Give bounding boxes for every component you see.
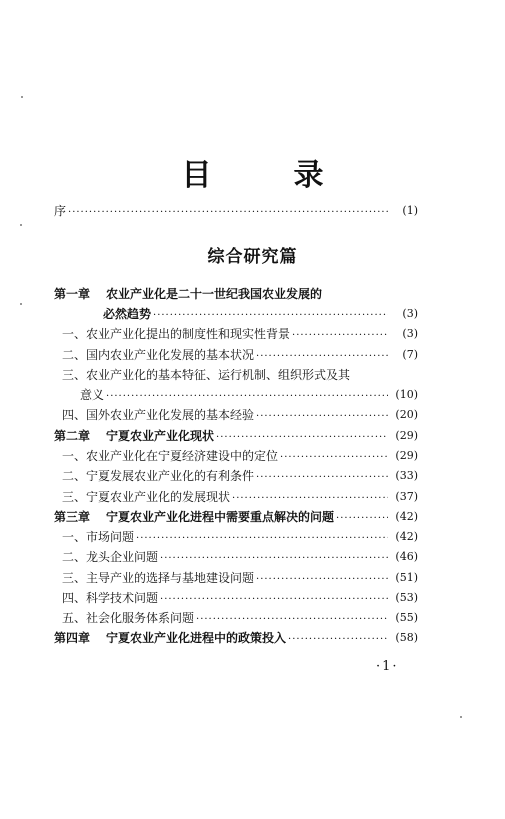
toc-chapter-2[interactable] xyxy=(54,427,418,445)
toc-entry-page: (10) xyxy=(395,388,418,401)
toc-entry-label: 二、国内农业产业化发展的基本状况 xyxy=(62,348,255,362)
leader-dots xyxy=(153,305,388,323)
toc-chapter-4[interactable] xyxy=(54,629,418,647)
toc-entry[interactable] xyxy=(62,488,418,506)
toc-entry-page: (7) xyxy=(402,348,418,361)
toc-entry-continuation[interactable] xyxy=(80,386,418,404)
toc-entry-preface[interactable] xyxy=(54,202,418,220)
toc-entry[interactable] xyxy=(62,346,418,364)
page-title: 目 录 xyxy=(181,158,350,193)
leader-dots xyxy=(160,548,388,566)
leader-dots xyxy=(256,346,388,364)
toc-entry[interactable] xyxy=(62,447,418,465)
toc-entry[interactable] xyxy=(62,528,418,546)
leader-dots xyxy=(280,447,388,465)
toc-entry-label: 四、国外农业产业化发展的基本经验 xyxy=(62,408,255,422)
toc-entry-label: 一、市场问题 xyxy=(62,530,135,544)
chapter-label: 第三章 xyxy=(54,510,91,524)
leader-dots xyxy=(256,406,388,424)
chapter-label: 第二章 xyxy=(54,429,91,443)
toc-chapter-1-continuation[interactable] xyxy=(103,305,418,323)
chapter-label: 第一章 xyxy=(54,287,91,301)
toc-entry-label: 序 xyxy=(54,204,67,218)
toc-entry-page: (42) xyxy=(395,510,418,523)
toc-chapter-1[interactable] xyxy=(54,285,418,303)
toc-entry-page: (20) xyxy=(395,408,418,421)
leader-dots xyxy=(232,488,388,506)
toc-entry-page: (51) xyxy=(395,571,418,584)
toc-entry-label: 三、农业产业化的基本特征、运行机制、组织形式及其 xyxy=(62,368,351,382)
toc-entry-label: 二、龙头企业问题 xyxy=(62,550,159,564)
scan-speck xyxy=(20,303,22,305)
toc-entry-page: (53) xyxy=(395,591,418,604)
leader-dots xyxy=(68,202,388,220)
page-number: ·1· xyxy=(376,659,399,674)
toc-entry[interactable] xyxy=(62,569,418,587)
scan-speck xyxy=(460,716,462,718)
chapter-title: 农业产业化是二十一世纪我国农业发展的 xyxy=(106,287,323,301)
leader-dots xyxy=(292,325,388,343)
leader-dots xyxy=(288,629,388,647)
toc-entry-page: (3) xyxy=(402,327,418,340)
chapter-title-continuation: 必然趋势 xyxy=(103,307,152,321)
toc-entry-label: 四、科学技术问题 xyxy=(62,591,159,605)
toc-entry-page: (55) xyxy=(395,611,418,624)
toc-entry[interactable] xyxy=(62,467,418,485)
chapter-title: 宁夏农业产业化现状 xyxy=(106,429,215,443)
toc-entry-label: 三、宁夏农业产业化的发展现状 xyxy=(62,490,231,504)
toc-entry-page: (29) xyxy=(395,429,418,442)
chapter-title: 宁夏农业产业化进程中的政策投入 xyxy=(106,631,287,645)
leader-dots xyxy=(216,427,388,445)
toc-entry-page: (33) xyxy=(395,469,418,482)
leader-dots xyxy=(136,528,388,546)
toc-entry-label: 一、农业产业化在宁夏经济建设中的定位 xyxy=(62,449,279,463)
toc-entry[interactable] xyxy=(62,548,418,566)
toc-chapter-3[interactable] xyxy=(54,508,418,526)
toc-entry-page: (3) xyxy=(402,307,418,320)
leader-dots xyxy=(106,386,388,404)
toc-entry[interactable] xyxy=(62,406,418,424)
toc-entry-page: (46) xyxy=(395,550,418,563)
toc-entry-page: (29) xyxy=(395,449,418,462)
leader-dots xyxy=(196,609,388,627)
toc-entry[interactable] xyxy=(62,589,418,607)
chapter-title: 宁夏农业产业化进程中需要重点解决的问题 xyxy=(106,510,335,524)
scan-speck xyxy=(20,224,22,226)
leader-dots xyxy=(256,467,388,485)
section-title: 综合研究篇 xyxy=(207,247,298,267)
toc-entry-label: 三、主导产业的选择与基地建设问题 xyxy=(62,571,255,585)
toc-entry-label: 二、宁夏发展农业产业化的有利条件 xyxy=(62,469,255,483)
leader-dots xyxy=(336,508,388,526)
toc-entry[interactable] xyxy=(62,325,418,343)
toc-entry-page: (58) xyxy=(395,631,418,644)
leader-dots xyxy=(256,569,388,587)
toc-entry-page: (1) xyxy=(402,204,418,217)
leader-dots xyxy=(160,589,388,607)
chapter-label: 第四章 xyxy=(54,631,91,645)
toc-entry-page: (42) xyxy=(395,530,418,543)
toc-entry[interactable] xyxy=(62,366,418,384)
toc-entry-page: (37) xyxy=(395,490,418,503)
toc-entry-label: 五、社会化服务体系问题 xyxy=(62,611,195,625)
scan-speck xyxy=(21,96,23,98)
toc-entry-label-continuation: 意义 xyxy=(80,388,105,402)
toc-entry-label: 一、农业产业化提出的制度性和现实性背景 xyxy=(62,327,291,341)
toc-entry[interactable] xyxy=(62,609,418,627)
